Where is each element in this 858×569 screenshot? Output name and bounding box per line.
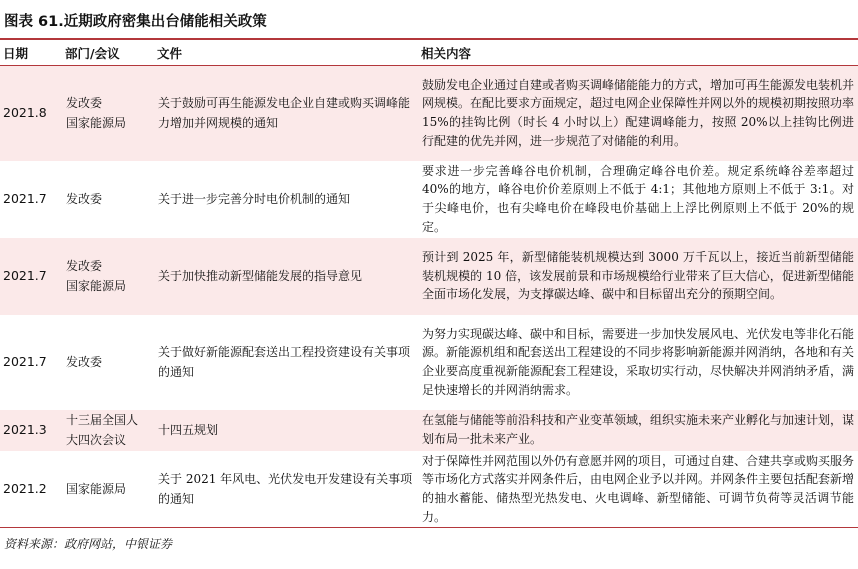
row-doc: 关于做好新能源配套送出工程投资建设有关事项的通知 — [154, 315, 418, 409]
header-content: 相关内容 — [418, 41, 858, 65]
row-content: 预计到 2025 年，新型储能装机规模达到 3000 万千瓦以上，接近当前新型储能装机规模的 10 倍，该发展前景和市场规模给行业带来了巨大信心，促进新型储能全面市场化发展，为支撑碳达峰、碳中和目标留出充分的预期空间。 — [418, 237, 858, 315]
header-date: 日期 — [0, 41, 62, 65]
row-dept — [62, 409, 154, 451]
row-dept — [62, 237, 154, 315]
dept-line: 发改委 — [66, 259, 103, 273]
dept-line: 国家能源局 — [66, 279, 127, 293]
table-row — [0, 409, 858, 451]
figure-title: 图表 61.近期政府密集出台储能相关政策 — [4, 14, 267, 30]
policy-table — [0, 41, 858, 528]
table-header-row — [0, 41, 858, 65]
dept-line: 十三届全国人 — [66, 413, 139, 427]
table-row — [0, 451, 858, 527]
row-content: 要求进一步完善峰谷电价机制，合理确定峰谷电价差。规定系统峰谷差率超过 40%的地方，峰谷电价价差原则上不低于 4:1；其他地方原则上不低于 3:1。对于尖峰电价，也有尖峰电价在峰段电价基础上上浮比例原则上不低于 20%的规定。 — [418, 161, 858, 237]
table-row — [0, 161, 858, 237]
table-row — [0, 65, 858, 161]
top-rule — [0, 38, 858, 40]
row-date: 2021.7 — [0, 161, 62, 237]
dept-line: 国家能源局 — [66, 116, 127, 130]
row-date: 2021.3 — [0, 409, 62, 451]
row-dept — [62, 451, 154, 527]
row-dept — [62, 65, 154, 161]
source-note: 资料来源：政府网站，中银证券 — [4, 537, 173, 551]
dept-line: 发改委 — [66, 96, 103, 110]
row-doc: 十四五规划 — [154, 409, 418, 451]
row-content: 为努力实现碳达峰、碳中和目标，需要进一步加快发展风电、光伏发电等非化石能源。新能源机组和配套送出工程建设的不同步将影响新能源并网消纳，各地和有关企业要高度重视新能源配套工程建设，采取切实行动，尽快解决并网消纳矛盾，满足快速增长的并网消纳需求。 — [418, 315, 858, 409]
row-doc: 关于鼓励可再生能源发电企业自建或购买调峰能力增加并网规模的通知 — [154, 65, 418, 161]
header-doc: 文件 — [154, 41, 418, 65]
row-content: 对于保障性并网范围以外仍有意愿并网的项目，可通过自建、合建共享或购买服务等市场化方式落实并网条件后，由电网企业予以并网。并网条件主要包括配套新增的抽水蓄能、储热型光热发电、火电调峰、新型储能、可调节负荷等灵活调节能力。 — [418, 451, 858, 527]
table-row — [0, 237, 858, 315]
row-date: 2021.8 — [0, 65, 62, 161]
row-date: 2021.7 — [0, 237, 62, 315]
row-date: 2021.2 — [0, 451, 62, 527]
row-dept — [62, 161, 154, 237]
table-row — [0, 315, 858, 409]
bottom-rule — [0, 527, 858, 528]
dept-line: 大四次会议 — [66, 433, 127, 447]
dept-line: 国家能源局 — [66, 482, 127, 496]
row-doc: 关于 2021 年风电、光伏发电开发建设有关事项的通知 — [154, 451, 418, 527]
dept-line: 发改委 — [66, 355, 103, 369]
dept-line: 发改委 — [66, 192, 103, 206]
row-content: 在氢能与储能等前沿科技和产业变革领域，组织实施未来产业孵化与加速计划，谋划布局一批未来产业。 — [418, 409, 858, 451]
row-doc: 关于加快推动新型储能发展的指导意见 — [154, 237, 418, 315]
header-dept: 部门/会议 — [62, 41, 154, 65]
row-content: 鼓励发电企业通过自建或者购买调峰储能能力的方式，增加可再生能源发电装机并网规模。在配比要求方面规定，超过电网企业保障性并网以外的规模初期按照功率 15%的挂钩比例（时长 4 小时以上）配建调峰能力，按照 20%以上挂钩比例进行配建的优先并网，进一步规范了对储能的利用。 — [418, 65, 858, 161]
row-dept — [62, 315, 154, 409]
row-date: 2021.7 — [0, 315, 62, 409]
row-doc: 关于进一步完善分时电价机制的通知 — [154, 161, 418, 237]
